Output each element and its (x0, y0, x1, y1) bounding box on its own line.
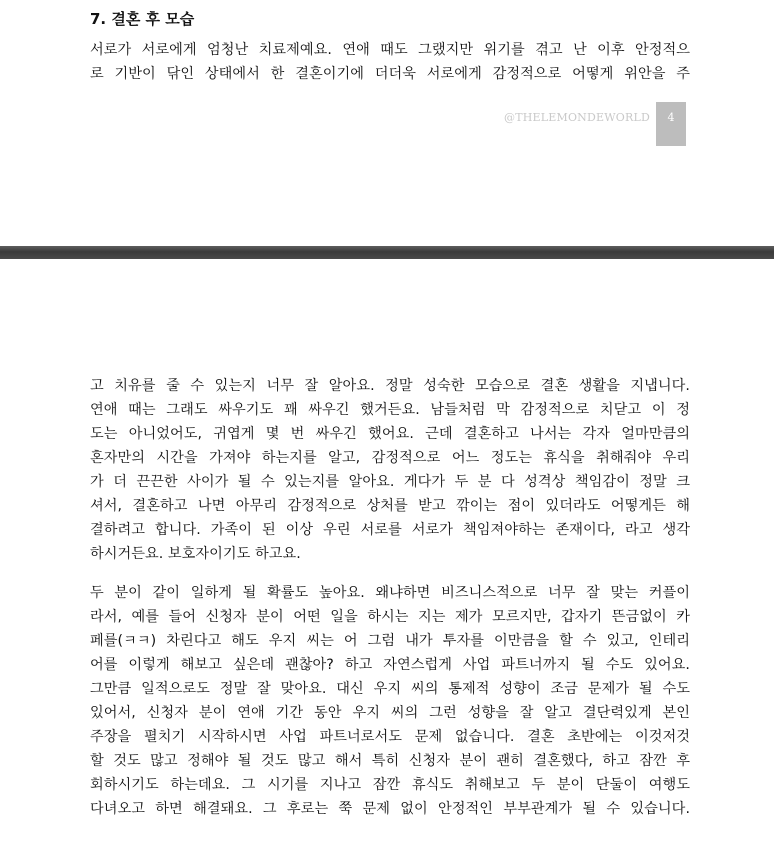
text-line: 페를(ㅋㅋ) 차린다고 해도 우지 씨는 어 그럼 내가 투자를 이만큼을 할 수 있고, 인테리 (90, 633, 690, 649)
text-line: 결하려고 합니다. 가족이 된 이상 우린 서로를 서로가 책임져야하는 존재이다, 라고 생각 (90, 522, 690, 538)
text-line: 두 분이 같이 일하게 될 확률도 높아요. 왜냐하면 비즈니스적으로 너무 잘 맞는 커플이 (90, 585, 690, 601)
document-page-top (0, 0, 774, 246)
paragraph-2 (90, 581, 690, 821)
footer-watermark: @THELEMONDEWORLD (504, 111, 650, 124)
page-separator (0, 246, 774, 259)
text-line: 셔서, 결혼하고 나면 아무리 감정적으로 상처를 받고 깎이는 점이 있더라도 어떻게든 해 (90, 498, 690, 514)
text-line: 연애 때는 그래도 싸우기도 꽤 싸우긴 했거든요. 남들처럼 막 감정적으로 치닫고 이 정 (90, 402, 690, 418)
page-number-badge: 4 (656, 102, 686, 146)
text-line: 고 치유를 줄 수 있는지 너무 잘 알아요. 정말 성숙한 모습으로 결혼 생활을 지냅니다. (90, 378, 690, 394)
text-line: 어를 이렇게 해보고 싶은데 괜찮아? 하고 자연스럽게 사업 파트너까지 될 수도 있어요. (90, 657, 690, 673)
text-line: 다녀오고 하면 해결돼요. 그 후로는 쭉 문제 없이 안정적인 부부관계가 될 수 있습니다. (90, 801, 690, 817)
text-line: 서로가 서로에게 엄청난 치료제예요. 연애 때도 그랬지만 위기를 겪고 난 이후 안정적으 (90, 42, 690, 58)
text-line: 할 것도 많고 정해야 될 것도 많고 해서 특히 신청자 분이 괜히 결혼했다, 하고 잠깐 후 (90, 753, 690, 769)
text-line: 라서, 예를 들어 신청자 분이 어떤 일을 하시는 지는 제가 모르지만, 갑자기 뜬금없이 카 (90, 609, 690, 625)
section-heading: 7. 결혼 후 모습 (90, 10, 195, 28)
text-line: 로 기반이 닦인 상태에서 한 결혼이기에 더더욱 서로에게 감정적으로 어떻게 위안을 주 (90, 66, 690, 82)
document-page-bottom (0, 259, 774, 847)
top-paragraph (90, 38, 690, 86)
text-line: 주장을 펼치기 시작하시면 사업 파트너로서도 문제 없습니다. 결혼 초반에는 이것저것 (90, 729, 690, 745)
text-line: 있어서, 신청자 분이 연애 기간 동안 우지 씨의 그런 성향을 잘 알고 결단력있게 본인 (90, 705, 690, 721)
text-line: 가 더 끈끈한 사이가 될 수 있는지를 알아요. 게다가 두 분 다 성격상 책임감이 정말 크 (90, 474, 690, 490)
text-line: 회하시기도 하는데요. 그 시기를 지나고 잠깐 휴식도 취해보고 두 분이 단둘이 여행도 (90, 777, 690, 793)
text-line: 그만큼 일적으로도 정말 잘 맞아요. 대신 우지 씨의 통제적 성향이 조금 문제가 될 수도 (90, 681, 690, 697)
text-line: 혼자만의 시간을 가져야 하는지를 알고, 감정적으로 어느 정도는 휴식을 취해줘야 우리 (90, 450, 690, 466)
text-line: 도는 아니었어도, 귀엽게 몇 번 싸우긴 했어요. 근데 결혼하고 나서는 각자 얼마만큼의 (90, 426, 690, 442)
paragraph-1 (90, 374, 690, 566)
text-line: 하시거든요. 보호자이기도 하고요. (90, 546, 301, 562)
